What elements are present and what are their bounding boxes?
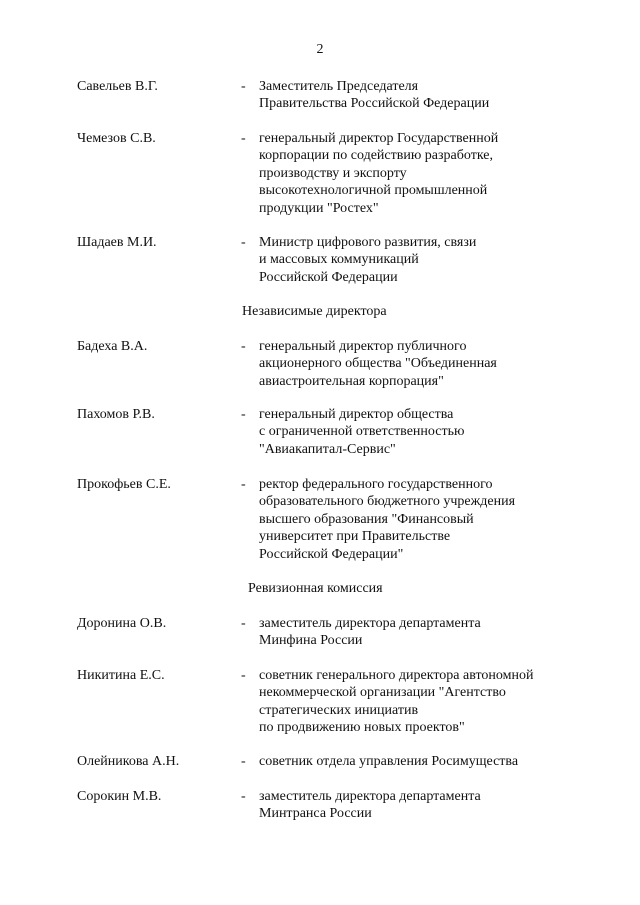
position-description (259, 476, 589, 563)
description-line: университет при Правительстве (259, 529, 451, 545)
dash: - (241, 235, 246, 250)
description-line: генеральный директор общества (259, 407, 454, 422)
person-name: Доронина О.В. (77, 616, 167, 631)
position-description (259, 788, 589, 823)
position-description (259, 338, 589, 390)
dash: - (241, 407, 246, 422)
description-line: генеральный директор Государственной (259, 131, 499, 146)
description-line: акционерного общества "Объединенная (259, 356, 497, 372)
description-line: высокотехнологичной промышленной (259, 183, 488, 199)
dash: - (241, 131, 246, 146)
person-name: Прокофьев С.Е. (77, 477, 171, 492)
person-name: Чемезов С.В. (77, 131, 156, 146)
description-line: генеральный директор публичного (259, 339, 467, 354)
person-name: Никитина Е.С. (77, 668, 165, 683)
dash: - (241, 339, 246, 354)
person-name: Савельев В.Г. (77, 79, 158, 94)
description-line: по продвижению новых проектов" (259, 720, 465, 736)
dash: - (241, 754, 246, 769)
description-line: ректор федерального государственного (259, 477, 493, 492)
description-line: Минфина России (259, 633, 363, 649)
dash: - (241, 789, 246, 804)
section-heading-independent-directors: Независимые директора (242, 304, 387, 319)
description-line: корпорации по содействию разработке, (259, 148, 493, 164)
description-line: Российской Федерации" (259, 546, 404, 562)
description-line: производству и экспорту (259, 165, 407, 181)
description-line: высшего образования "Финансовый (259, 511, 474, 527)
person-name: Олейникова А.Н. (77, 754, 180, 769)
description-line: и массовых коммуникаций (259, 252, 419, 268)
description-line: Российской Федерации (259, 269, 398, 285)
description-line: заместитель директора департамента (259, 789, 481, 804)
description-line: Заместитель Председателя (259, 79, 419, 94)
position-description (259, 667, 589, 737)
dash: - (241, 616, 246, 631)
person-name: Пахомов Р.В. (77, 407, 155, 422)
description-line: с ограниченной ответственностью (259, 424, 465, 440)
description-line: Министр цифрового развития, связи (259, 235, 477, 250)
description-line: образовательного бюджетного учреждения (259, 494, 516, 510)
description-line: заместитель директора департамента (259, 616, 481, 631)
description-line: советник отдела управления Росимущества (259, 754, 519, 769)
position-description (259, 78, 589, 113)
description-line: Правительства Российской Федерации (259, 96, 490, 112)
dash: - (241, 668, 246, 683)
person-name: Шадаев М.И. (77, 235, 157, 250)
position-description (259, 406, 589, 458)
dash: - (241, 79, 246, 94)
description-line: авиастроительная корпорация" (259, 373, 444, 389)
description-line: стратегических инициатив (259, 702, 419, 718)
description-line: некоммерческой организации "Агентство (259, 685, 506, 701)
description-line: советник генерального директора автономной (259, 668, 534, 683)
position-description (259, 615, 589, 650)
position-description (259, 234, 589, 286)
position-description (259, 130, 589, 217)
section-heading-audit-commission: Ревизионная комиссия (248, 581, 383, 596)
description-line: "Авиакапитал-Сервис" (259, 441, 396, 457)
page-number: 2 (316, 42, 324, 57)
position-description (259, 753, 589, 770)
person-name: Сорокин М.В. (77, 789, 162, 804)
dash: - (241, 477, 246, 492)
person-name: Бадеха В.А. (77, 339, 148, 354)
description-line: Минтранса России (259, 806, 372, 822)
description-line: продукции "Ростех" (259, 200, 379, 216)
